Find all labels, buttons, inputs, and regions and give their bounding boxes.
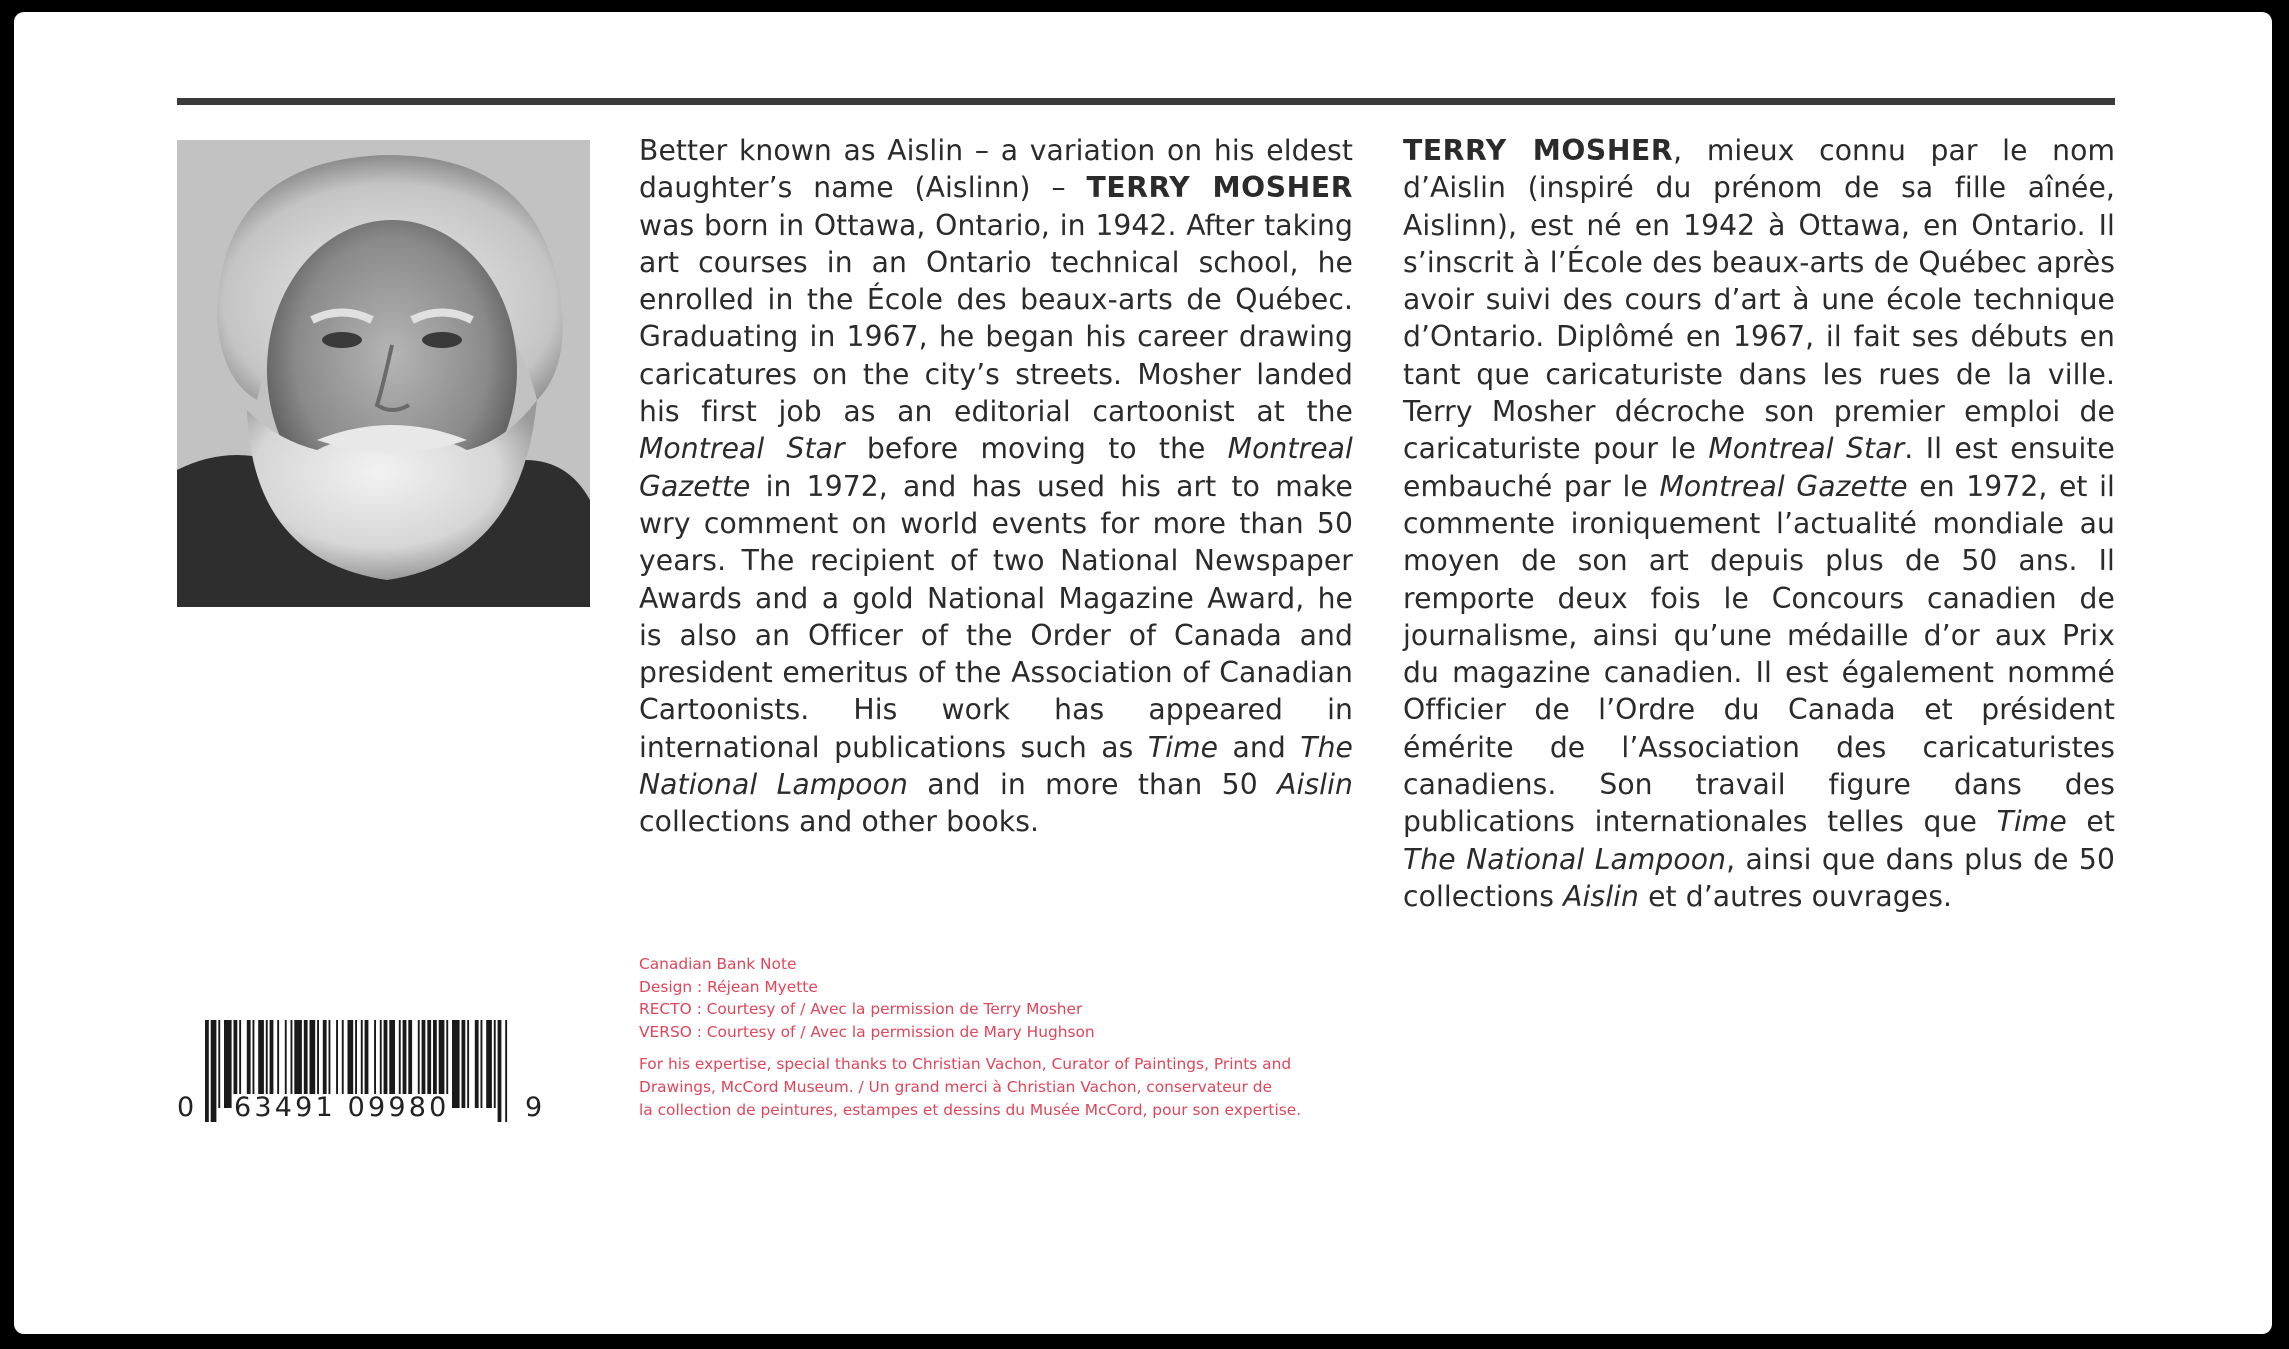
bio-fr-title-time: Time [1996,805,2067,839]
barcode-bar [467,1020,469,1108]
barcode-bar [452,1020,460,1108]
bio-fr-name: TERRY MOSHER [1403,134,1674,167]
bio-en-text: in 1972, and has used his art to make wry comment on world events for more than 50 years. The recipient of two National Newspaper Awards and a gold National Magazine Award, he is also an Officer of the Order of Canada and president emeritus of the Association of Canadian Cartoonists. His work has appeared in international publications such as [639,469,1353,764]
bio-fr-title-lampoon: The National Lampoon [1403,842,1727,876]
acknowledgement [639,1053,1359,1121]
bio-en-text: collections and other books. [639,805,1040,839]
barcode-lead-digit: 0 [177,1092,196,1123]
barcode-bar [211,1020,217,1122]
bio-fr-text: , mieux connu par le nom d’Aislin (inspiré du prénom de sa fille aînée, Aislinn), est né en 1942 à Ottawa, en Ontario. Il s’inscrit à l’École des beaux-arts de Québec après avoir suivi des cours d’art à une école technique d’Ontario. Diplômé en 1967, il fait ses débuts en tant que caricaturiste dans les rues de la ville. Terry Mosher décroche son premier emploi de caricaturiste pour le [1403,134,2115,466]
barcode-bar [486,1020,492,1108]
bio-en-title-montreal-gazette: Montreal Gazette [639,432,1353,503]
acknowledgement-line: For his expertise, special thanks to Christian Vachon, Curator of Paintings, Prints and [639,1055,1292,1074]
biography-french [1403,132,2115,915]
bio-fr-text: , ainsi que dans plus de 50 collections [1403,842,2115,913]
bio-fr-text: et [2066,805,2116,839]
bio-en-text: before moving to the [844,432,1228,466]
barcode-bar [494,1020,496,1108]
barcode-bar [218,1020,220,1108]
credit-design: Design : Réjean Myette [639,977,818,996]
acknowledgement-line: la collection de peintures, estampes et dessins du Musée McCord, pour son expertise. [639,1100,1302,1119]
barcode-bar [498,1020,502,1122]
barcode-bar [205,1020,209,1122]
bio-en-title-time: Time [1147,730,1219,764]
credit-printer: Canadian Bank Note [639,955,797,973]
bio-en-name: TERRY MOSHER [1086,171,1354,205]
barcode-digits: 63491 09980 [234,1092,450,1123]
bio-en-text: and in more than 50 [907,768,1278,802]
bio-en-title-aislin: Aislin [1277,768,1353,802]
credits-block [639,953,1359,1121]
bio-en-title-lampoon: The National Lampoon [639,730,1353,802]
credit-verso: VERSO : Courtesy of / Avec la permission de Mary Hughson [639,1022,1095,1041]
barcode-bar [505,1020,507,1122]
barcode-bar [462,1020,466,1108]
bio-en-text: and [1218,730,1301,764]
bio-fr-title-montreal-star: Montreal Star [1708,432,1905,466]
bio-en-text: Better known as Aislin – a variation on his eldest daughter’s name (Aislinn) – [639,134,1353,205]
bio-en-title-montreal-star: Montreal Star [639,432,845,466]
bio-fr-title-montreal-gazette: Montreal Gazette [1659,469,1908,503]
bio-fr-text: en 1972, et il commente ironiquement l’actualité mondiale au moyen de son art depuis plus de 50 ans. Il remporte deux fois le Concours canadien de journalisme, ainsi qu’une médaille d’or aux Prix du magazine canadien. Il est également nommé Officier de l’Ordre du Canada et président émérite de l’Association des caricaturistes canadiens. Son travail figure dans des publications internationales telles que [1403,469,2115,839]
acknowledgement-line: Drawings, McCord Museum. / Un grand merci à Christian Vachon, conservateur de [639,1077,1272,1096]
bio-fr-text: . Il est ensuite embauché par le [1403,432,2115,503]
barcode-check-digit: 9 [525,1092,544,1123]
barcode-bar [224,1020,232,1108]
barcode-bar [481,1020,483,1108]
top-divider-rule [177,98,2115,105]
bio-en-text: was born in Ottawa, Ontario, in 1942. After taking art courses in an Ontario technical school, he enrolled in the École des beaux-arts de Québec. Graduating in 1967, he began his career drawing caricatures on the city’s streets. Mosher landed his first job as an editorial cartoonist at the [639,208,1353,429]
portrait-illustration [177,140,590,607]
bio-fr-text: et d’autres ouvrages. [1639,879,1953,913]
biography-english [639,132,1353,841]
portrait-photo [177,140,590,607]
bio-fr-title-aislin: Aislin [1563,879,1640,913]
credit-recto: RECTO : Courtesy of / Avec la permission de Terry Mosher [639,1000,1083,1019]
barcode-bar [475,1020,479,1108]
